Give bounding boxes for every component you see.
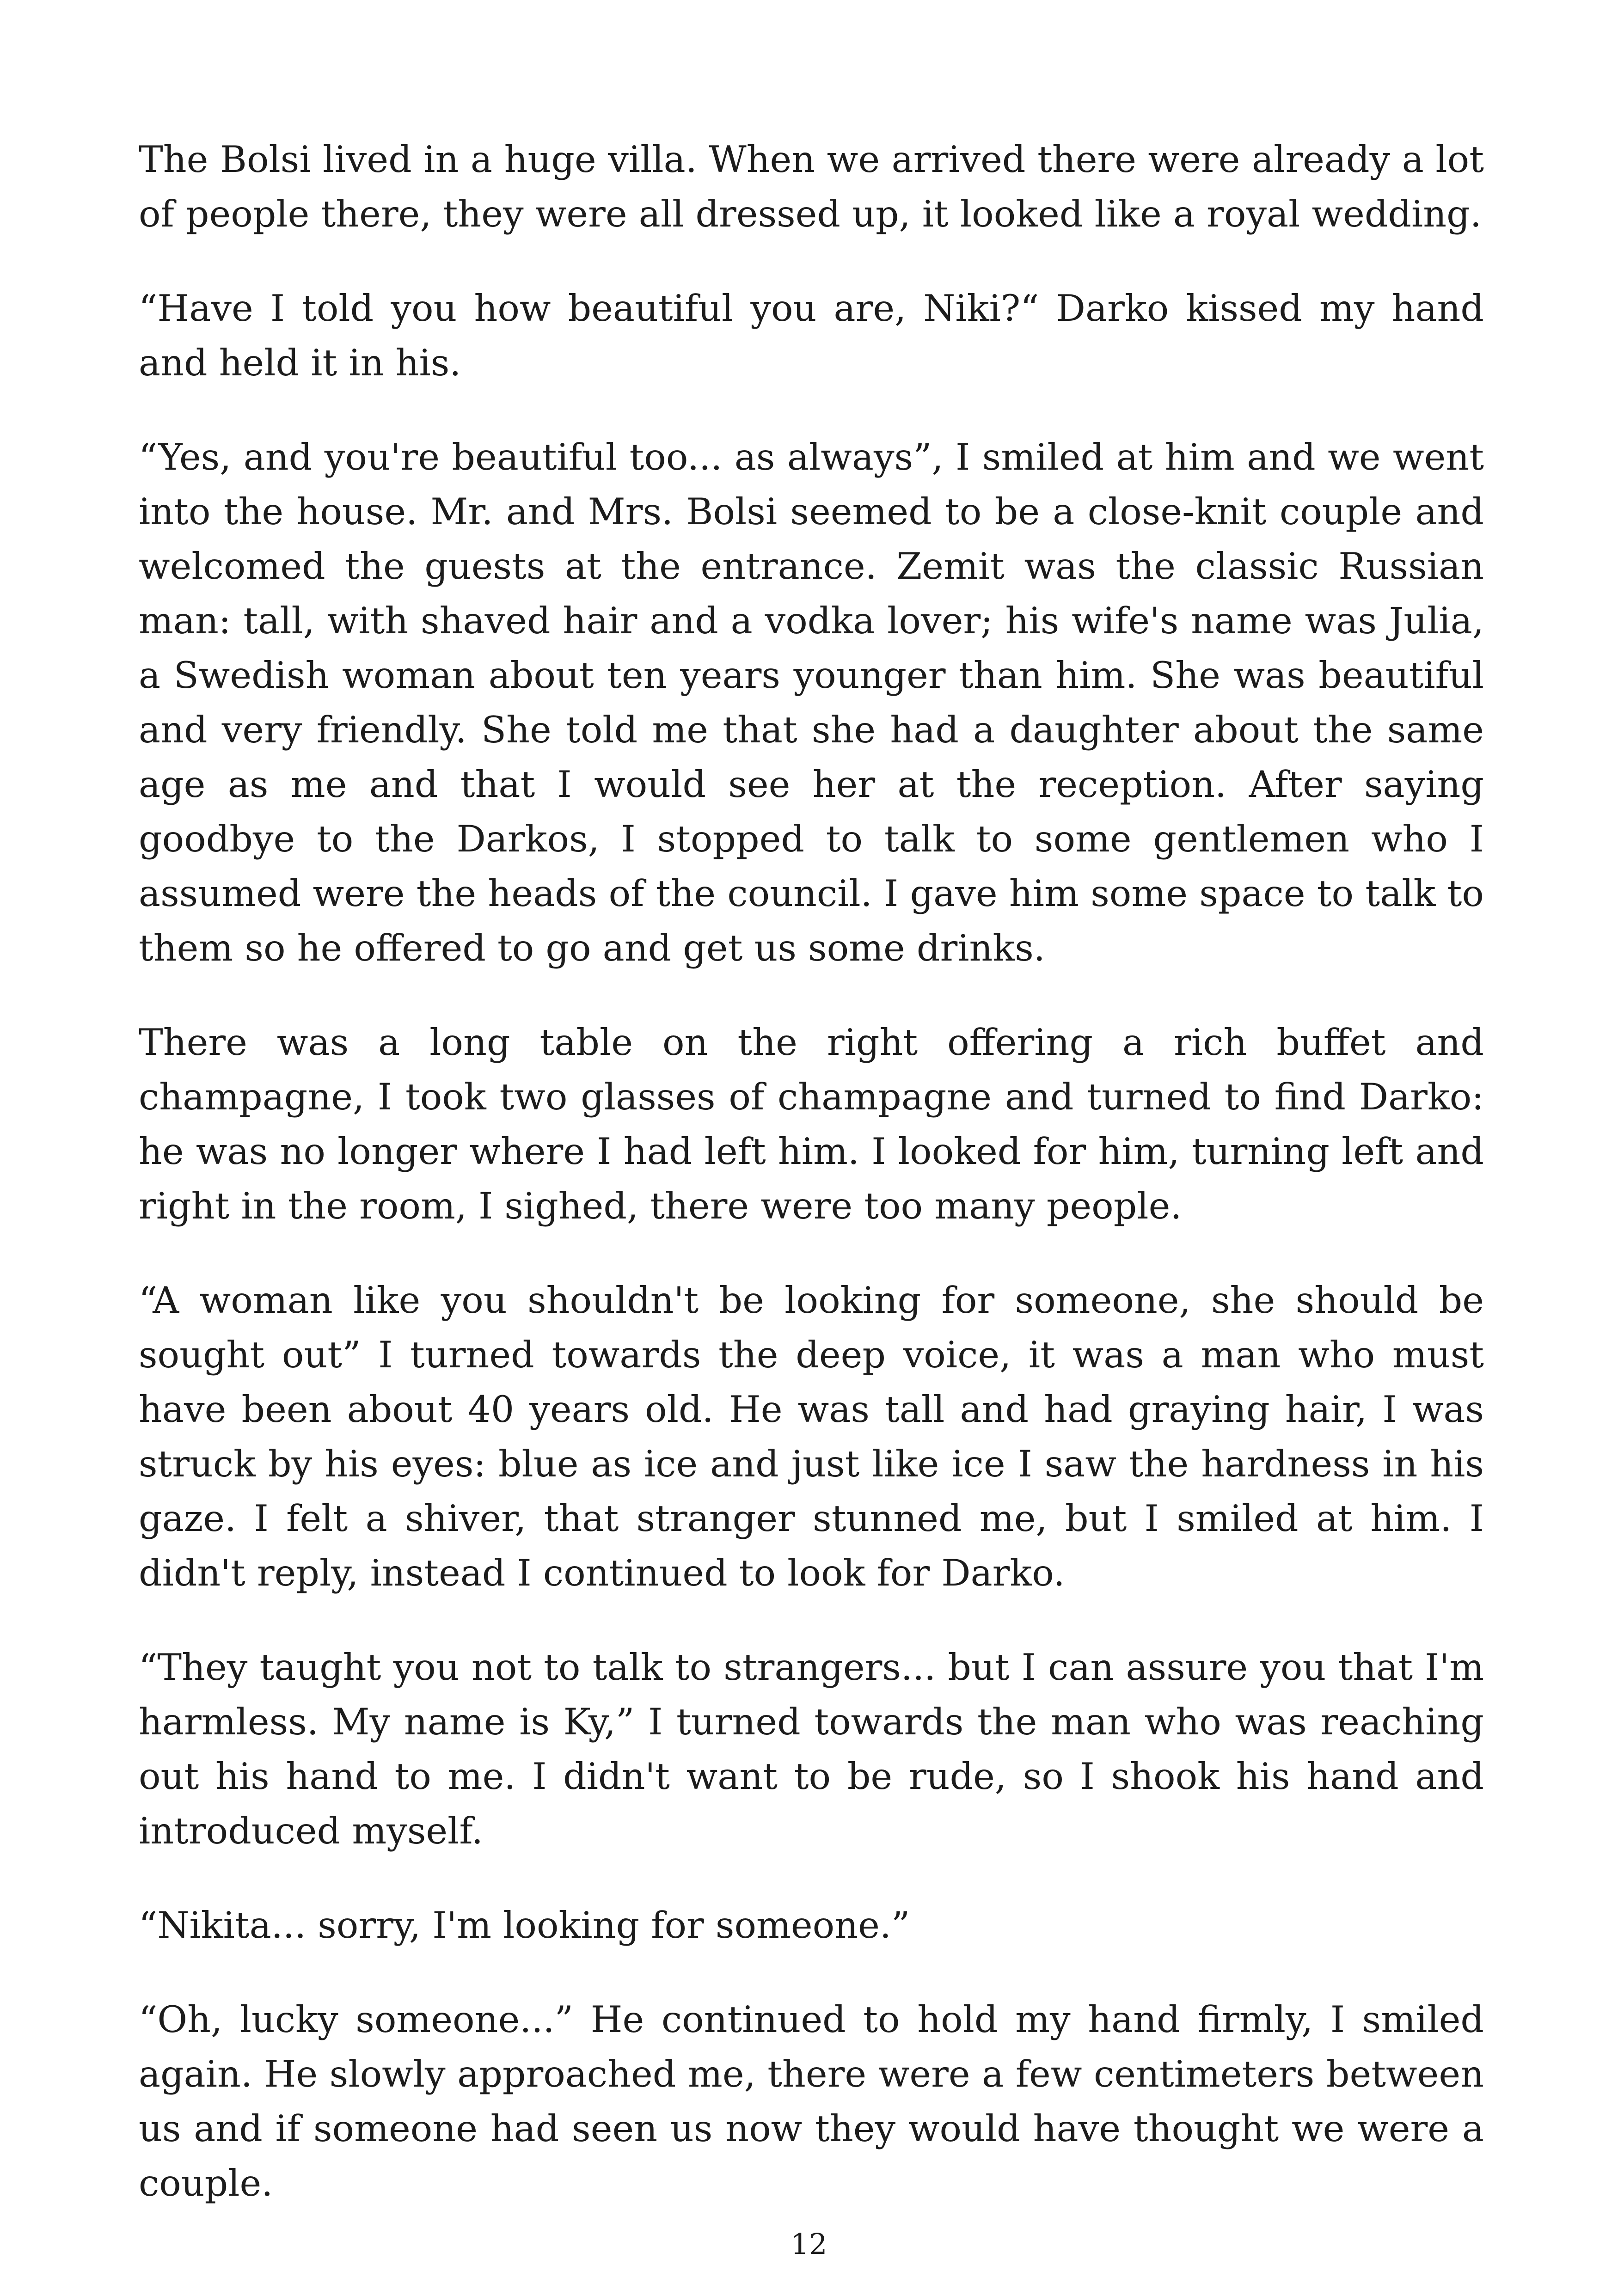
page-number: 12 — [791, 2227, 827, 2261]
paragraph: “Have I told you how beautiful you are, Niki?“ Darko kissed my hand and held it in his. — [139, 287, 1484, 384]
paragraph: There was a long table on the right offering a rich buffet and champagne, I took two glasses of champagne and turned to find Darko: he was no longer where I had left him. I looked for him, turning left and right in the room, I sighed, there were too many people. — [139, 1021, 1484, 1227]
paragraph: “A woman like you shouldn't be looking for someone, she should be sought out” I turned towards the deep voice, it was a man who must have been about 40 years old. He was tall and had graying hair, I was struck by his eyes: blue as ice and just like ice I saw the hardness in his gaze. I felt a shiver, that stranger stunned me, but I smiled at him. I didn't reply, instead I continued to look for Darko. — [139, 1279, 1484, 1594]
paragraph: “Oh, lucky someone...” He continued to hold my hand firmly, I smiled again. He slowly approached me, there were a few centimeters between us and if someone had seen us now they would have thought we were a couple. — [139, 1998, 1484, 2204]
paragraph: The Bolsi lived in a huge villa. When we arrived there were already a lot of people there, they were all dressed up, it looked like a royal wedding. — [139, 138, 1484, 235]
paragraph: “Nikita... sorry, I'm looking for someone.” — [139, 1904, 910, 1947]
body-text — [139, 132, 1484, 2250]
paragraph: “Yes, and you're beautiful too... as always”, I smiled at him and we went into the house. Mr. and Mrs. Bolsi seemed to be a close-knit couple and welcomed the guests at the entrance. Zemit was the classic Russian man: tall, with shaved hair and a vodka lover; his wife's name was Julia, a Swedish woman about ten years younger than him. She was beautiful and very friendly. She told me that she had a daughter about the same age as me and that I would see her at the reception. After saying goodbye to the Darkos, I stopped to talk to some gentlemen who I assumed were the heads of the council. I gave him some space to talk to them so he offered to go and get us some drinks. — [139, 436, 1484, 969]
paragraph: “They taught you not to talk to strangers... but I can assure you that I'm harmless. My name is Ky,” I turned towards the man who was reaching out his hand to me. I didn't want to be rude, so I shook his hand and introduced myself. — [139, 1646, 1484, 1852]
